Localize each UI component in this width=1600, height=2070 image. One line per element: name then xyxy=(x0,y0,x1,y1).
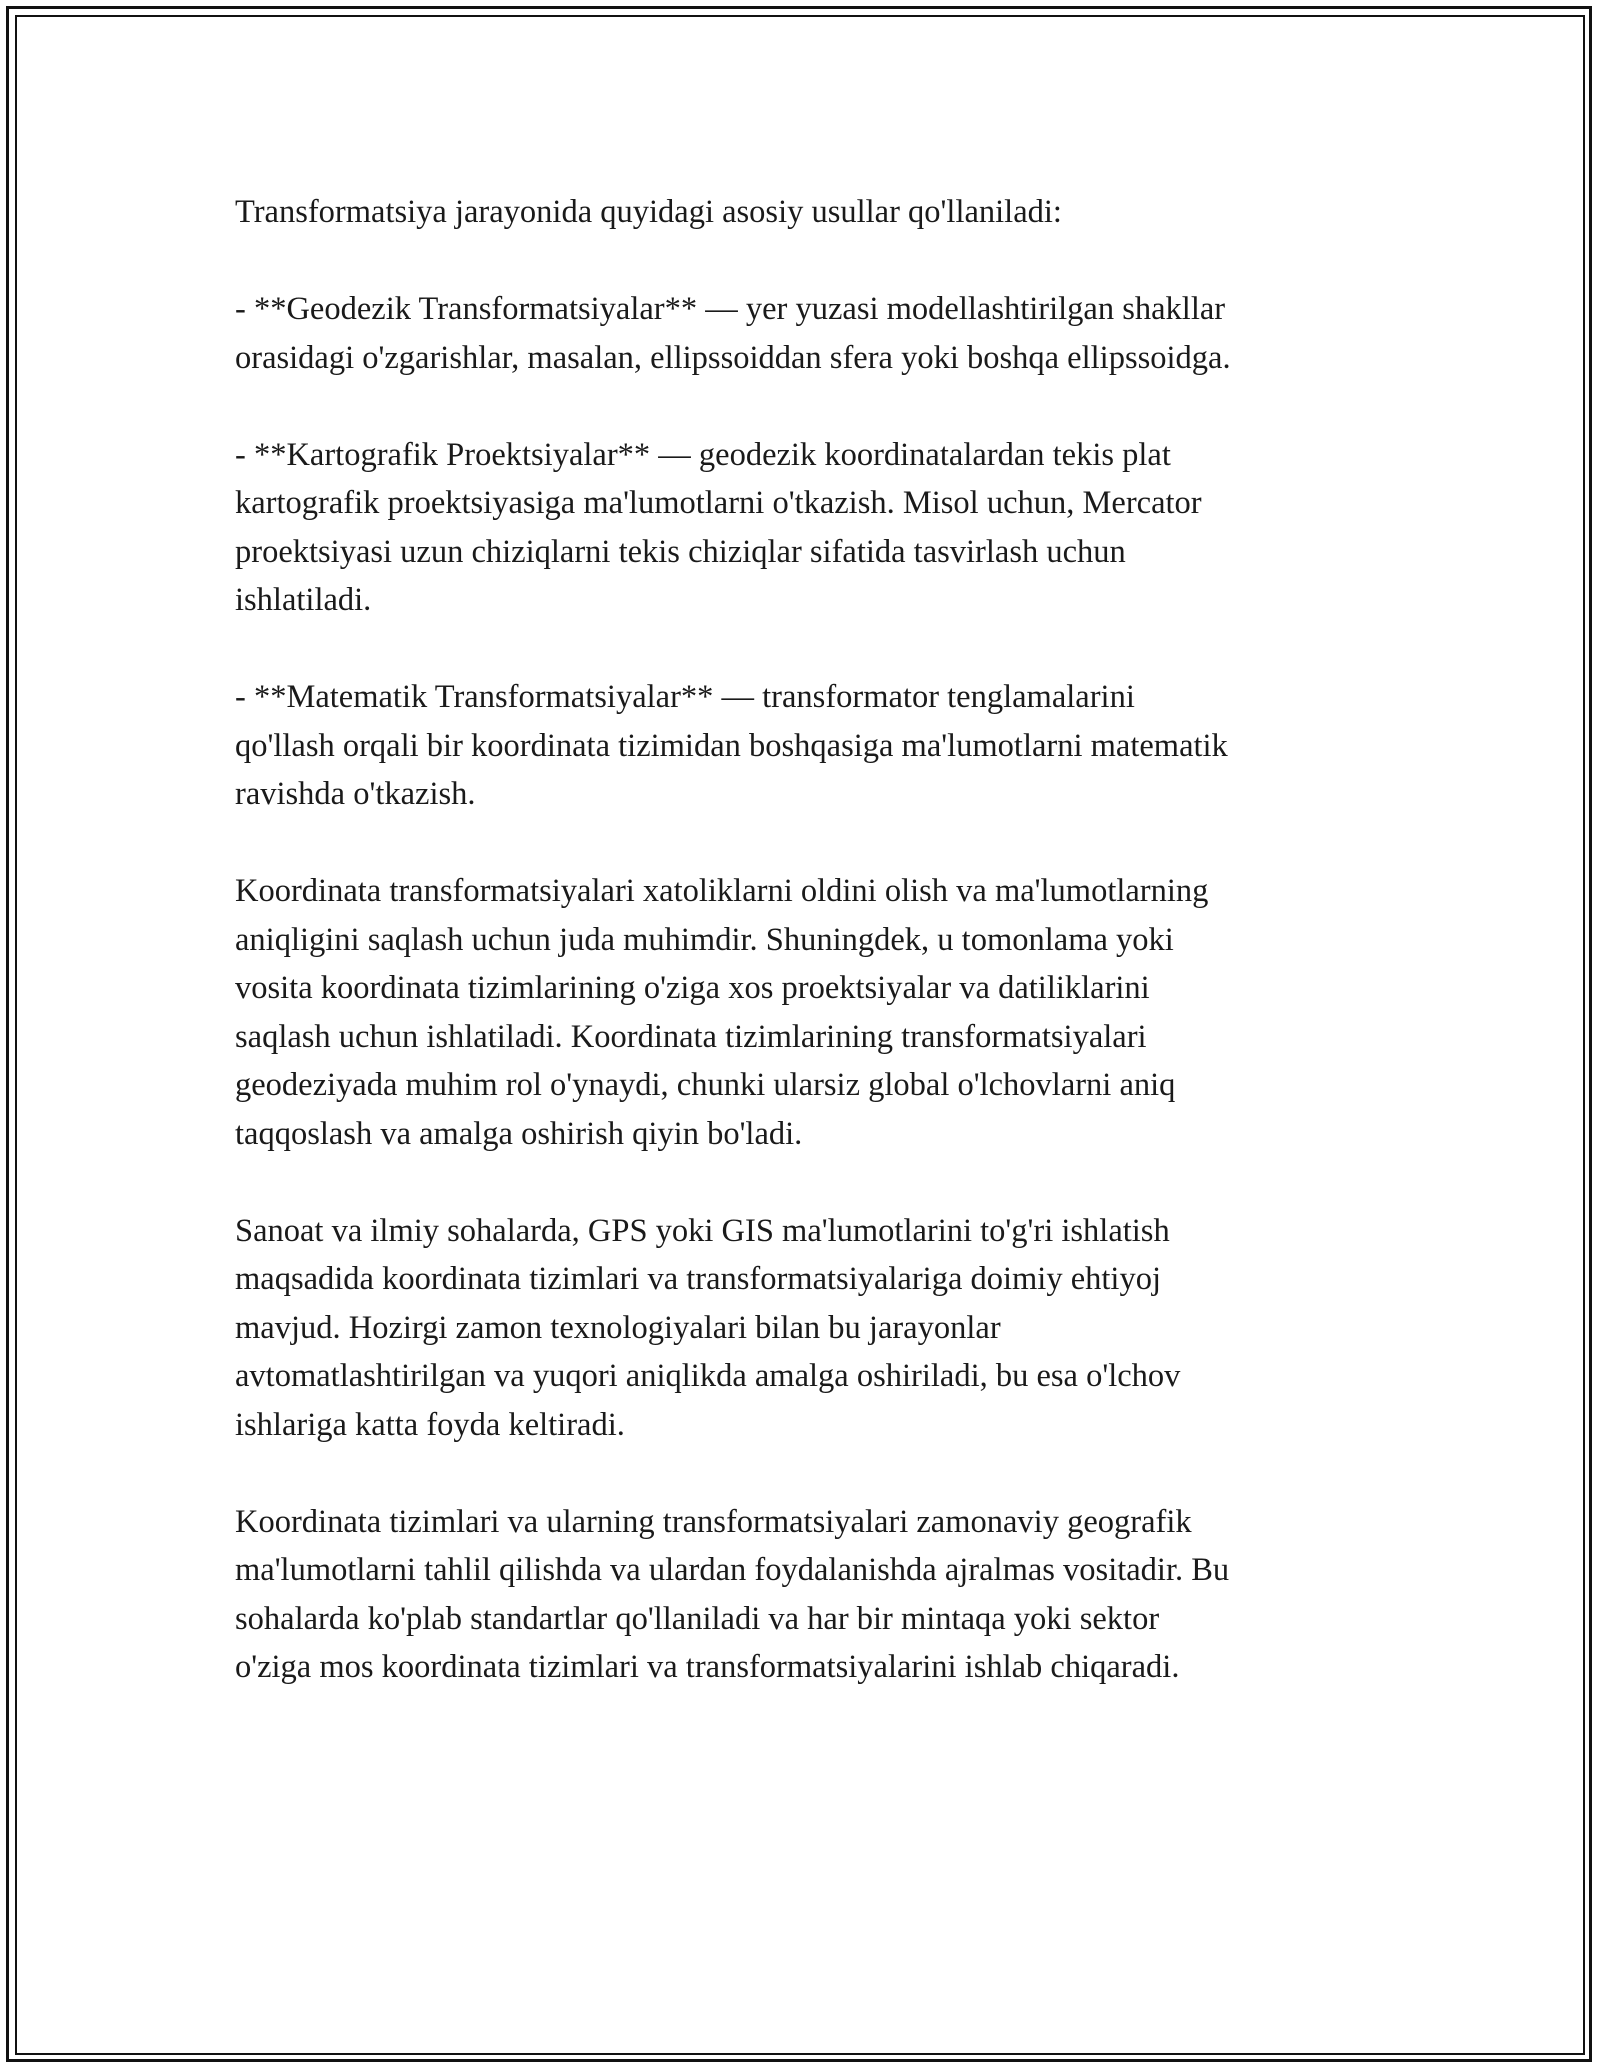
list-item-cartographic: - **Kartografik Proektsiyalar** — geodezik koordinatalardan tekis plat kartografik proektsiyasiga ma'lumotlarni o'tkazish. Misol uchun, Mercator proektsiyasi uzun chiziqlarni tekis chiziqlar sifatida tasvirlash uchun ishlatiladi. xyxy=(235,436,1202,618)
body-paragraph: Koordinata transformatsiyalari xatoliklarni oldini olish va ma'lumotlarning aniqligini saqlash uchun juda muhimdir. Shuningdek, u tomonlama yoki vosita koordinata tizimlarining o'ziga xos proektsiyalar va datiliklarini saqlash uchun ishlatiladi. Koordinata tizimlarining transformatsiyalari geodeziyada muhim rol o'ynaydi, chunki ularsiz global o'lchovlarni aniq taqqoslash va amalga oshirish qiyin bo'ladi. xyxy=(235,873,1209,1152)
body-paragraph: Koordinata tizimlari va ularning transformatsiyalari zamonaviy geografik ma'lumotlarni tahlil qilishda va ulardan foydalanishda ajralmas vositadir. Bu sohalarda ko'plab standartlar qo'llaniladi va har bir mintaqa yoki sektor o'ziga mos koordinata tizimlari va transformatsiyalarini ishlab chiqaradi. xyxy=(235,1503,1230,1685)
list-item-geodetic: - **Geodezik Transformatsiyalar** — yer yuzasi modellashtirilgan shakllar orasidagi o'zgarishlar, masalan, ellipssoiddan sfera yoki boshqa ellipssoidga. xyxy=(235,291,1231,376)
list-item-mathematical: - **Matematik Transformatsiyalar** — transformator tenglamalarini qo'llash orqali bir koordinata tizimidan boshqasiga ma'lumotlarni matematik ravishda o'tkazish. xyxy=(235,679,1228,812)
document-body xyxy=(235,188,1375,1740)
intro-paragraph: Transformatsiya jarayonida quyidagi asosiy usullar qo'llaniladi: xyxy=(235,194,1062,230)
body-paragraph: Sanoat va ilmiy sohalarda, GPS yoki GIS ma'lumotlarini to'g'ri ishlatish maqsadida koordinata tizimlari va transformatsiyalariga doimiy ehtiyoj mavjud. Hozirgi zamon texnologiyalari bilan bu jarayonlar avtomatlashtirilgan va yuqori aniqlikda amalga oshiriladi, bu esa o'lchov ishlariga katta foyda keltiradi. xyxy=(235,1212,1181,1443)
